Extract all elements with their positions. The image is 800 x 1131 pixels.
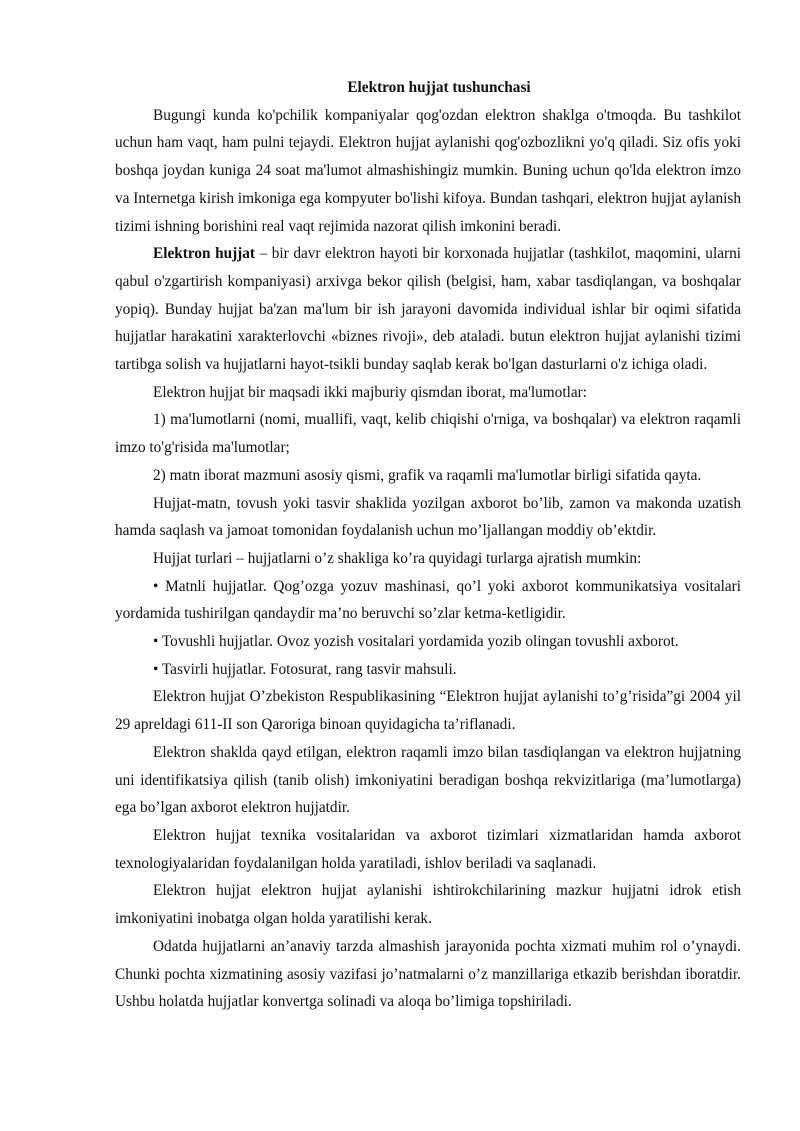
paragraph-8: Elektron hujjat texnika vositalaridan va axborot tizimlari xizmatlaridan hamda axborot texnologiyalaridan foydalanilgan holda yaratiladi, ishlov beriladi va saqlanadi. <box>115 826 741 872</box>
bullet-item-2: • Tovushli hujjatlar. Ovoz yozish vositalari yordamida yozib olingan tovushli axborot. <box>153 633 679 651</box>
paragraph-7: Elektron shaklda qayd etilgan, elektron raqamli imzo bilan tasdiqlangan va elektron hujjatning uni identifikatsiya qilish (tanib olish) imkoniyatini beradigan boshqa rekvizitlariga (ma’lumotlarga) ega bo’lgan axborot elektron hujjatdir. <box>115 743 741 817</box>
paragraph-5: Hujjat turlari – hujjatlarni o’z shakliga ko’ra quyidagi turlarga ajratish mumkin: <box>153 549 642 567</box>
paragraph-3: Elektron hujjat bir maqsadi ikki majburiy qismdan iborat, ma'lumotlar: <box>153 383 587 401</box>
document-title: Elektron hujjat tushunchasi <box>347 79 531 96</box>
bullet-item-1: • Matnli hujjatlar. Qog’ozga yozuv mashinasi, qo’l yoki axborot kommunikatsiya vositalari yordamida tushirilgan qandaydir ma’no beruvchi so’zlar ketma-ketligidir. <box>115 577 741 623</box>
list-item-2: 2) matn iborat mazmuni asosiy qismi, grafik va raqamli ma'lumotlar birligi sifatida qayta. <box>153 466 702 484</box>
term-bold: Elektron hujjat <box>153 245 256 263</box>
document-body <box>115 74 741 1016</box>
paragraph-10: Odatda hujjatlarni an’anaviy tarzda almashish jarayonida pochta xizmati muhim rol o’ynaydi. Chunki pochta xizmatining asosiy vazifasi jo’natmalarni o’z manzillariga etkazib berishdan iboratdir. Ushbu holatda hujjatlar konvertga solinadi va aloqa bo’limiga topshiriladi. <box>115 937 741 1011</box>
paragraph-1: Bugungi kunda ko'pchilik kompaniyalar qog'ozdan elektron shaklga o'tmoqda. Bu tashkilot uchun ham vaqt, ham pulni tejaydi. Elektron hujjat aylanishi qog'ozbozlikni yo'q qiladi. Siz ofis yoki boshqa joydan kuniga 24 soat ma'lumot almashishingiz mumkin. Buning uchun qo'lda elektron imzo va Internetga kirish imkoniga ega kompyuter bo'lishi kifoya. Bundan tashqari, elektron hujjat aylanish tizimi ishning borishini real vaqt rejimida nazorat qilish imkonini beradi. <box>115 106 741 235</box>
paragraph-2-text: – bir davr elektron hayoti bir korxonada hujjatlar (tashkilot, maqomini, ularni qabul o'zgartirish kompaniyasi) arxivga bekor qilish (belgisi, ham, xabar tasdiqlangan, va boshqalar yopiq). Bunday hujjat ba'zan ma'lum bir ish jarayoni davomida individual ishlar bir oqimi sifatida hujjatlar harakatini xarakterlovchi «biznes rivoji», deb ataladi. butun elektron hujjat aylanishi tizimi tartibga solish va hujjatlarni hayot-tsikli bunday saqlab kerak bo'lgan dasturlarni o'z ichiga oladi. <box>115 245 741 374</box>
paragraph-4: Hujjat-matn, tovush yoki tasvir shaklida yozilgan axborot bo’lib, zamon va makonda uzatish hamda saqlash va jamoat tomonidan foydalanish uchun mo’ljallangan moddiy ob’ektdir. <box>115 494 741 540</box>
paragraph-2 <box>115 240 741 379</box>
paragraph-6: Elektron hujjat O’zbekiston Respublikasining “Elektron hujjat aylanishi to’g’risida”gi 2004 yil 29 apreldagi 611-II son Qaroriga binoan quyidagicha ta’riflanadi. <box>115 688 741 734</box>
paragraph-9: Elektron hujjat elektron hujjat aylanishi ishtirokchilarining mazkur hujjatni idrok etish imkoniyatini inobatga olgan holda yaratilishi kerak. <box>115 882 741 928</box>
list-item-1: 1) ma'lumotlarni (nomi, muallifi, vaqt, kelib chiqishi o'rniga, va boshqalar) va elektron raqamli imzo to'g'risida ma'lumotlar; <box>115 411 741 457</box>
bullet-item-3: • Tasvirli hujjatlar. Fotosurat, rang tasvir mahsuli. <box>153 660 457 678</box>
